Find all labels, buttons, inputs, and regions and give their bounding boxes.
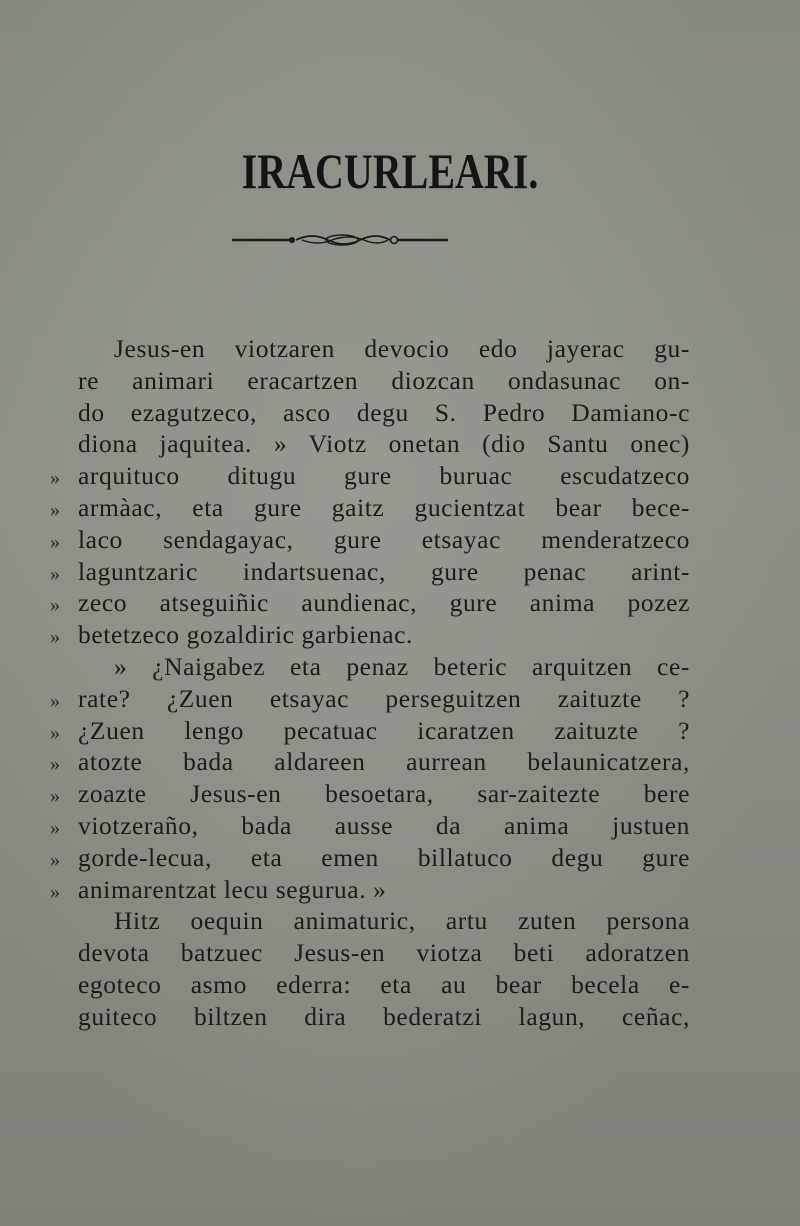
text-line: [50, 492, 690, 524]
text-line: [50, 397, 690, 429]
text-line: [50, 524, 690, 556]
text-line: [50, 746, 690, 778]
text-line: [50, 428, 690, 460]
line-text: ¿Zuen lengo pecatuac icaratzen zaituzte ?: [78, 715, 690, 745]
text-line: [50, 556, 690, 588]
line-text: guiteco biltzen dira bederatzi lagun, ceñac,: [78, 1001, 690, 1031]
text-line: [50, 937, 690, 969]
line-text: animarentzat lecu segurua. »: [78, 874, 387, 904]
line-text: Hitz oequin animaturic, artu zuten persona: [114, 906, 690, 936]
text-line: [50, 778, 690, 810]
line-text: Jesus-en viotzaren devocio edo jayerac gu-: [114, 334, 690, 363]
text-line: [50, 587, 690, 619]
quote-mark: »: [50, 753, 60, 776]
text-line: [50, 683, 690, 715]
quote-mark: »: [50, 467, 60, 490]
line-text: laco sendagayac, gure etsayac menderatzeco: [78, 524, 690, 554]
text-line: [50, 460, 690, 492]
text-line: [50, 333, 690, 365]
text-line: [50, 651, 690, 683]
line-text: zeco atseguiñic aundienac, gure anima pozez: [78, 588, 690, 618]
line-text: atozte bada aldareen aurrean belaunicatzera,: [78, 747, 690, 777]
quote-mark: »: [50, 562, 60, 585]
line-text: gorde-lecua, eta emen billatuco degu gure: [78, 842, 690, 872]
quote-mark: »: [50, 594, 60, 617]
line-text: do ezagutzeco, asco degu S. Pedro Damiano-c: [78, 397, 690, 427]
line-text: re animari eracartzen diozcan ondasunac on-: [78, 365, 690, 395]
quote-mark: »: [50, 530, 60, 553]
quote-mark: »: [50, 880, 60, 903]
quote-mark: »: [50, 626, 60, 649]
quote-mark: »: [50, 785, 60, 808]
line-text: » ¿Naigabez eta penaz beteric arquitzen ce-: [114, 651, 690, 681]
line-text: betetzeco gozaldiric garbienac.: [78, 620, 414, 650]
line-text: arquituco ditugu gure buruac escudatzeco: [78, 461, 690, 491]
line-text: devota batzuec Jesus-en viotza beti adoratzen: [78, 938, 690, 968]
text-line: [50, 715, 690, 747]
page-title: IRACURLEARI.: [241, 143, 539, 199]
line-text: armàac, eta gure gaitz gucientzat bear bece-: [78, 492, 690, 522]
line-text: egoteco asmo ederra: eta au bear becela e-: [78, 969, 690, 999]
text-line: [50, 365, 690, 397]
quote-mark: »: [50, 848, 60, 871]
quote-mark: »: [50, 689, 60, 712]
ornament-divider: [232, 228, 448, 252]
text-line: [50, 874, 690, 906]
text-line: [50, 810, 690, 842]
quote-mark: »: [50, 816, 60, 839]
line-text: zoazte Jesus-en besoetara, sar-zaitezte bere: [78, 779, 690, 809]
body-text: [50, 333, 690, 1033]
text-line: [50, 842, 690, 874]
line-text: laguntzaric indartsuenac, gure penac arint-: [78, 556, 690, 586]
line-text: viotzeraño, bada ausse da anima justuen: [78, 810, 690, 840]
text-line: [50, 905, 690, 937]
line-text: diona jaquitea. » Viotz onetan (dio Santu onec): [78, 429, 690, 459]
text-line: [50, 619, 690, 651]
text-line: [50, 1001, 690, 1033]
line-text: rate? ¿Zuen etsayac perseguitzen zaituzte ?: [78, 683, 690, 713]
text-line: [50, 969, 690, 1001]
quote-mark: »: [50, 498, 60, 521]
quote-mark: »: [50, 721, 60, 744]
